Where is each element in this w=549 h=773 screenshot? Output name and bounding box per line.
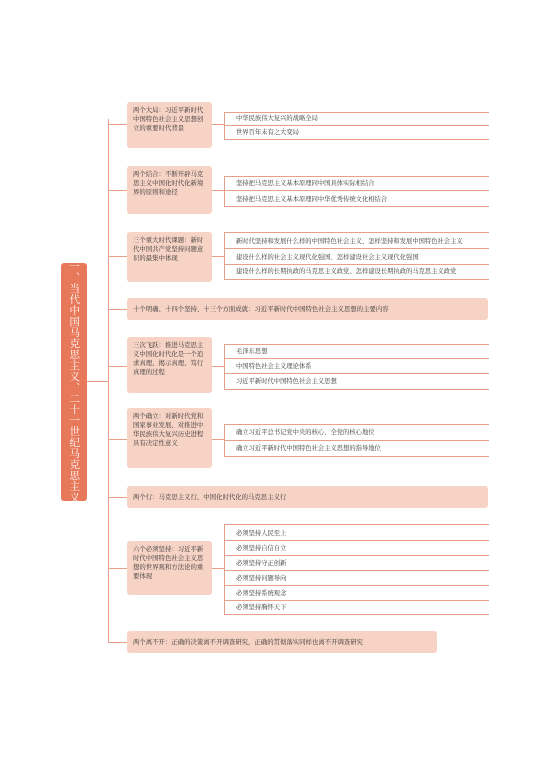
leaf-underline xyxy=(224,279,489,280)
leaf-underline xyxy=(224,139,489,140)
branch-connector xyxy=(108,256,127,257)
leaf-underline xyxy=(224,264,489,265)
branch-node-two-combinations[interactable]: 两个结合：不断开辟马克思主义中国化时代化新境界的原则和途径 xyxy=(127,166,212,214)
leaf-item: 新时代坚持和发展什么样的中国特色社会主义、怎样坚持和发展中国特色社会主义 xyxy=(236,238,463,245)
leaf-underline xyxy=(224,524,489,525)
branch-node-big-picture[interactable]: 两个大局：习近平新时代中国特色社会主义思想创立的重要时代背景 xyxy=(127,102,212,148)
leaf-underline xyxy=(224,570,489,571)
leaf-underline xyxy=(224,440,489,441)
leaf-underline xyxy=(224,389,489,390)
root-topic xyxy=(61,263,87,501)
sub-trunk xyxy=(224,176,225,206)
leaf-item: 必须坚持系统观念 xyxy=(236,590,287,597)
leaf-item: 坚持把马克思主义基本原理同中华优秀传统文化相结合 xyxy=(236,196,388,203)
leaf-underline xyxy=(224,585,489,586)
leaf-item: 世界百年未有之大变局 xyxy=(236,129,299,136)
leaf-item: 确立习近平总书记党中央的核心、全党的核心地位 xyxy=(236,429,375,436)
leaf-item: 必须坚持问题导向 xyxy=(236,575,287,582)
leaf-underline xyxy=(224,344,489,345)
leaf-underline xyxy=(224,176,489,177)
leaf-item: 毛泽东思想 xyxy=(236,348,268,355)
leaf-item: 必须坚持胸怀天下 xyxy=(236,604,287,611)
leaf-underline xyxy=(224,206,489,207)
root-title: 一、当代中国马克思主义、二十一世纪马克思主义 xyxy=(68,261,81,503)
leaf-underline xyxy=(224,424,489,425)
branch-connector xyxy=(108,497,127,498)
leaf-underline xyxy=(224,600,489,601)
sub-connector xyxy=(212,256,224,257)
leaf-item: 中华民族伟大复兴的战略全局 xyxy=(236,115,318,122)
branch-connector xyxy=(108,309,127,310)
leaf-underline xyxy=(224,358,489,359)
sub-trunk xyxy=(224,344,225,389)
leaf-item: 习近平新时代中国特色社会主义思想 xyxy=(236,378,337,385)
leaf-underline xyxy=(224,248,489,249)
main-trunk xyxy=(108,119,109,642)
branch-node-two-worked[interactable]: 两个行：马克思主义行、中国化时代化的马克思主义行 xyxy=(127,486,488,508)
leaf-item: 确立习近平新时代中国特色社会主义思想的指导地位 xyxy=(236,445,381,452)
branch-connector xyxy=(108,124,127,125)
branch-connector xyxy=(108,439,127,440)
sub-connector xyxy=(212,568,224,569)
sub-connector xyxy=(212,366,224,367)
leaf-underline xyxy=(224,614,489,615)
leaf-underline xyxy=(224,373,489,374)
root-connector xyxy=(87,381,108,382)
sub-connector xyxy=(212,190,224,191)
branch-node-two-establishments[interactable]: 两个确立：对新时代党和国家事业发展、对推进中华民族伟大复兴历史进程具有决定性意义 xyxy=(127,408,212,468)
branch-node-two-inseparables[interactable]: 两个离不开：正确的决策离不开调查研究，正确的贯彻落实同样也离不开调查研究 xyxy=(127,631,437,653)
leaf-underline xyxy=(224,112,489,113)
leaf-underline xyxy=(224,190,489,191)
leaf-underline xyxy=(224,125,489,126)
leaf-underline xyxy=(224,540,489,541)
branch-connector xyxy=(108,642,127,643)
leaf-item: 建设什么样的长期执政的马克思主义政党、怎样建设长期执政的马克思主义政党 xyxy=(236,268,457,275)
branch-node-three-leaps[interactable]: 三次飞跃：推进马克思主义中国化时代化是一个追求真理、揭示真理、笃行真理的过程 xyxy=(127,337,212,393)
leaf-item: 中国特色社会主义理论体系 xyxy=(236,363,312,370)
leaf-item: 必须坚持守正创新 xyxy=(236,560,287,567)
leaf-underline xyxy=(224,555,489,556)
sub-trunk xyxy=(224,232,225,280)
leaf-item: 必须坚持人民至上 xyxy=(236,530,287,537)
branch-connector xyxy=(108,568,127,569)
leaf-item: 必须坚持自信自立 xyxy=(236,545,287,552)
leaf-underline xyxy=(224,456,489,457)
sub-connector xyxy=(212,439,224,440)
branch-connector xyxy=(108,190,127,191)
branch-node-six-musts[interactable]: 六个必须坚持：习近平新时代中国特色社会主义思想的世界观和方法论的重要体现 xyxy=(127,541,212,595)
leaf-item: 坚持把马克思主义基本原理同中国具体实际相结合 xyxy=(236,180,375,187)
leaf-item: 建设什么样的社会主义现代化强国、怎样建设社会主义现代化强国 xyxy=(236,254,419,261)
branch-node-main-content[interactable]: 十个明确、十四个坚持、十三个方面成就：习近平新时代中国特色社会主义思想的主要内容 xyxy=(127,298,488,320)
branch-connector xyxy=(108,366,127,367)
branch-node-three-issues[interactable]: 三个重大时代课题：新时代中国共产党坚持问题意识的最集中体现 xyxy=(127,232,212,282)
sub-connector xyxy=(212,124,224,125)
leaf-underline xyxy=(224,232,489,233)
